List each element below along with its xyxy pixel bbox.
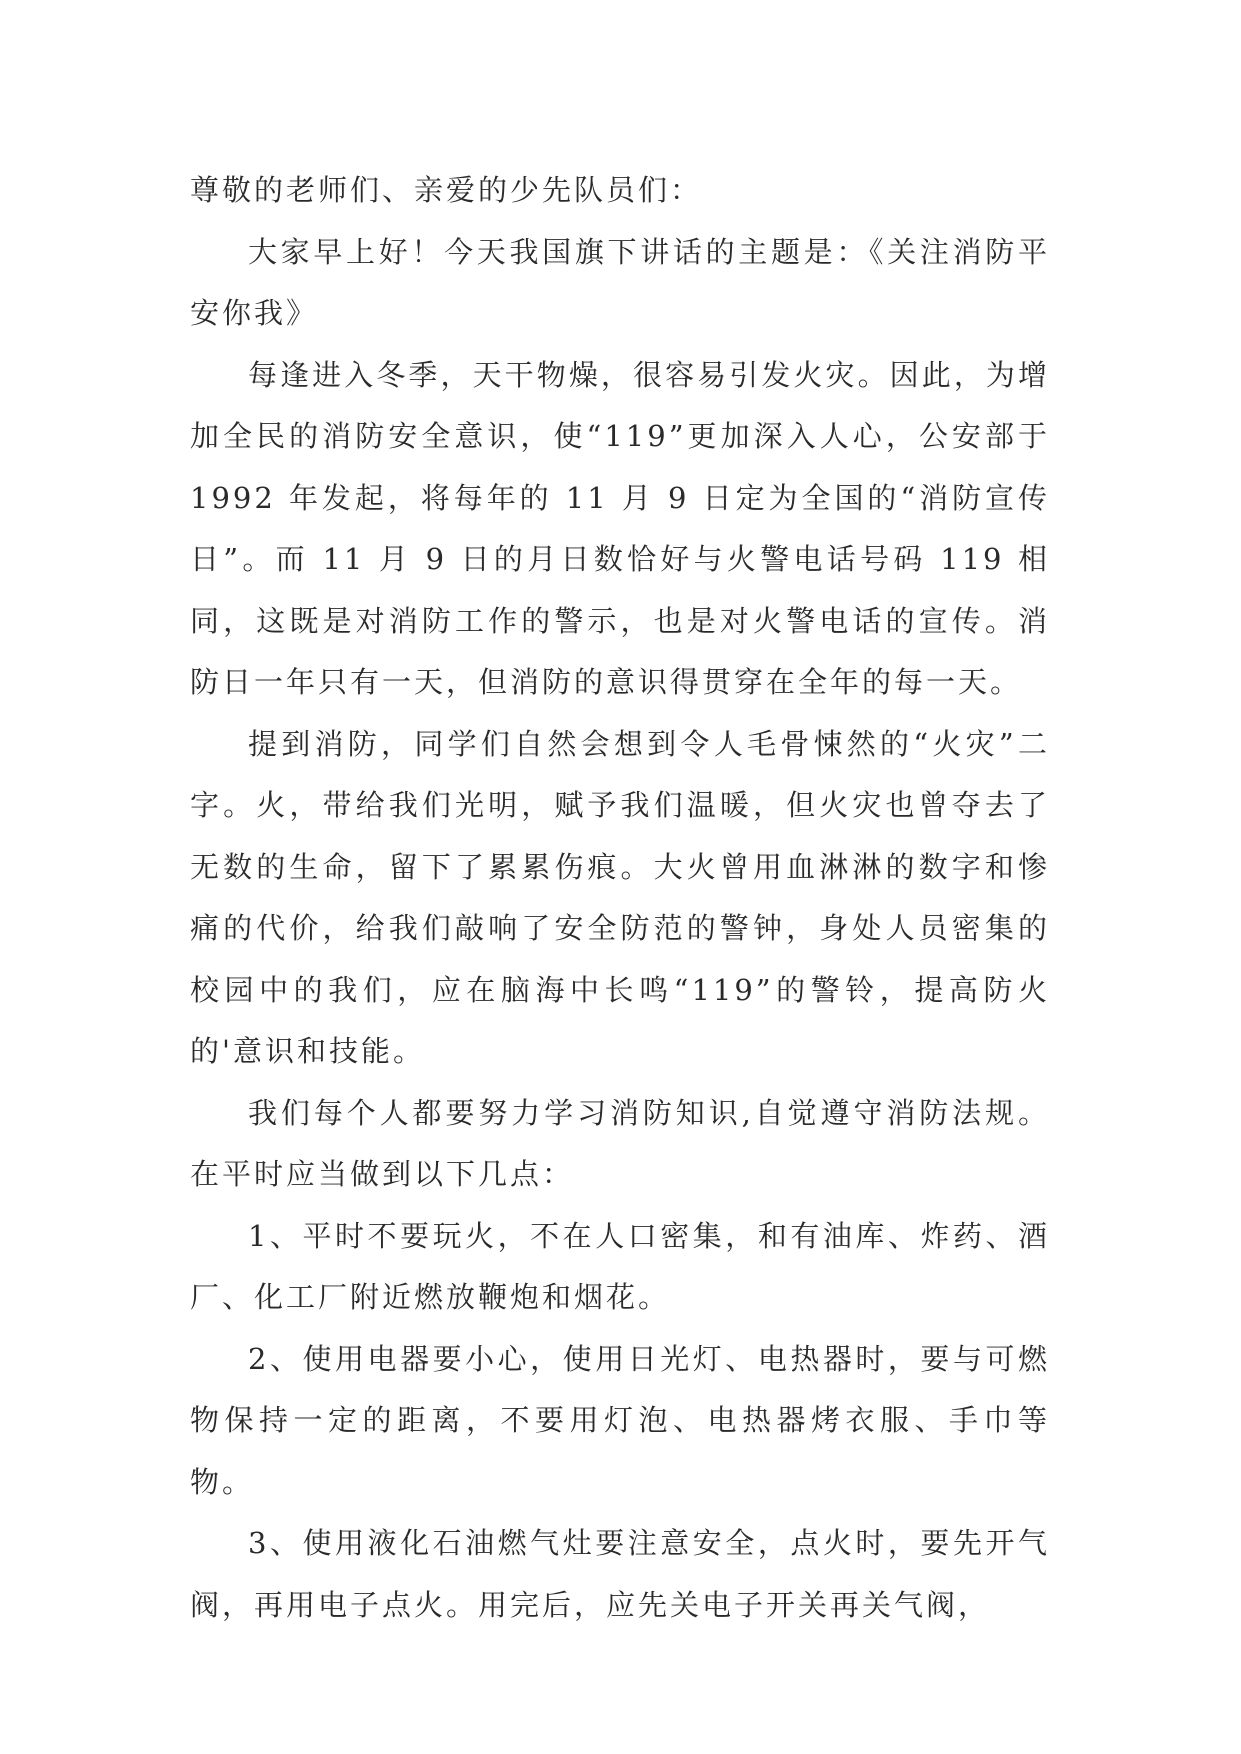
paragraph-fire-danger: 提到消防，同学们自然会想到令人毛骨悚然的“火灾”二字。火，带给我们光明，赋予我们温暖，但火灾也曾夺去了无数的生命，留下了累累伤痕。大火曾用血淋淋的数字和惨痛的代价，给我们敲响了安全防范的警钟，身处人员密集的校园中的我们，应在脑海中长鸣“119”的警铃，提高防火的'意识和技能。 [190, 726, 1050, 1068]
salutation: 尊敬的老师们、亲爱的少先队员们： [190, 173, 703, 207]
list-item-3: 3、使用液化石油燃气灶要注意安全，点火时，要先开气阀，再用电子点火。用完后，应先关电子开关再关气阀， [190, 1526, 1050, 1622]
paragraph-fire-day: 每逢进入冬季，天干物燥，很容易引发火灾。因此，为增加全民的消防安全意识，使“119”更加深入人心，公安部于 1992 年发起，将每年的 11 月 9 日定为全国的“消防宣传日”。而 11 月 9 日的月日数恰好与火警电话号码 119 相同，这既是对消防工作的警示，也是对火警电话的宣传。消防日一年只有一天，但消防的意识得贯穿在全年的每一天。 [190, 357, 1050, 699]
document-body [190, 160, 1050, 1636]
list-item-2: 2、使用电器要小心，使用日光灯、电热器时，要与可燃物保持一定的距离，不要用灯泡、电热器烤衣服、手巾等物。 [190, 1341, 1050, 1499]
list-item-1: 1、平时不要玩火，不在人口密集，和有油库、炸药、酒厂、化工厂附近燃放鞭炮和烟花。 [190, 1218, 1050, 1314]
paragraph-learn-safety: 我们每个人都要努力学习消防知识,自觉遵守消防法规。在平时应当做到以下几点： [190, 1095, 1050, 1191]
paragraph-greeting: 大家早上好！今天我国旗下讲话的主题是：《关注消防平安你我》 [190, 234, 1050, 330]
